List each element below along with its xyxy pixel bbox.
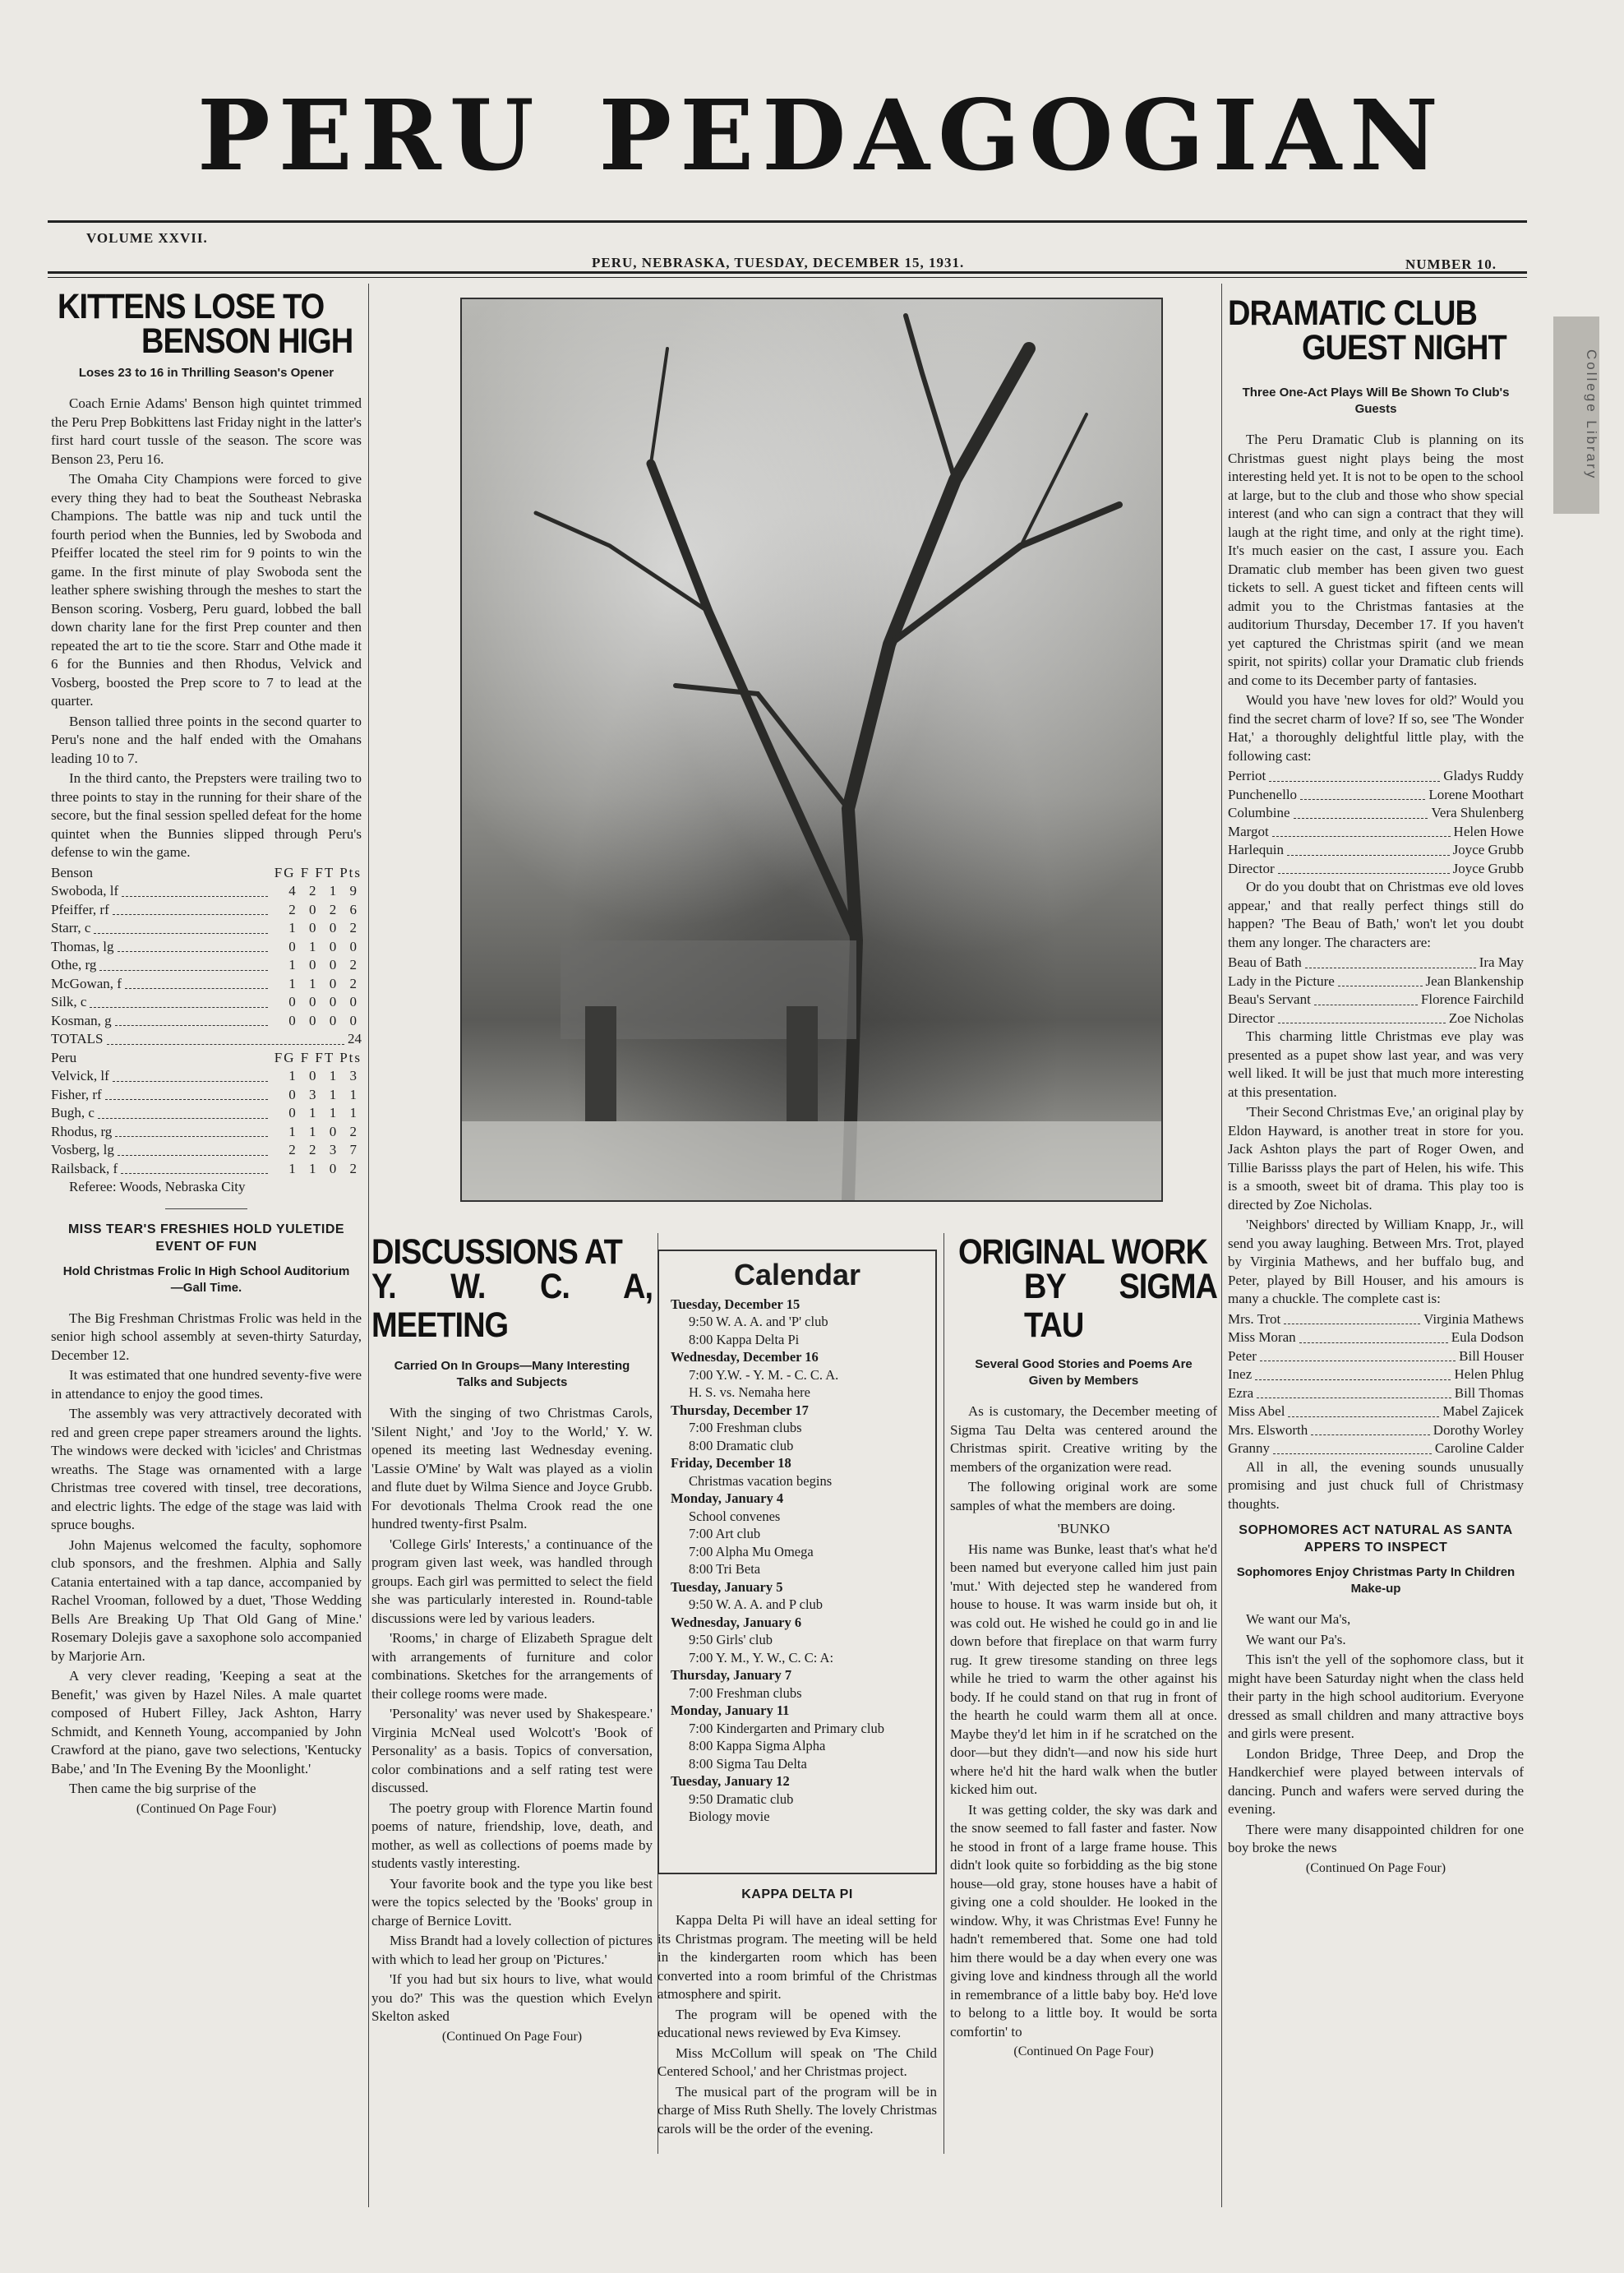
box-score-header-peru	[51, 1049, 362, 1068]
dramatic-article	[1228, 294, 1524, 1878]
sophomores-subhead: Sophomores Enjoy Christmas Party In Children Make-up	[1236, 1565, 1516, 1596]
calendar-event: 9:50 Girls' club	[689, 1632, 773, 1647]
calendar-list	[671, 1296, 924, 1826]
box-score-row	[51, 901, 362, 920]
dramatic-paragraph: 'Their Second Christmas Eve,' an original play by Eldon Hayward, is another treat in store for you. Jack Ashton plays the part of Roger Owen, and Tillie Barisss plays the part of Helen, his wife. This is a smooth, sweet bit of drama. This play too is directed by Zoe Nicholas.	[1228, 1104, 1524, 1213]
dramatic-subhead: Three One-Act Plays Will Be Shown To Club's Guests	[1242, 386, 1510, 416]
cast-actor: Jean Blankenship	[1425, 972, 1524, 989]
leader-dots	[121, 1173, 268, 1174]
calendar-day: Friday, December 18	[671, 1455, 791, 1471]
cast-role: Mrs. Elsworth	[1228, 1421, 1308, 1438]
ywca-paragraph: The poetry group with Florence Martin found poems of nature, friendship, love, death, and mother, as well as collections of poems made by students vastly interesting.	[371, 1799, 653, 1871]
cast-actor: Zoe Nicholas	[1448, 1009, 1524, 1026]
box-score-team: Peru	[51, 1049, 77, 1065]
ywca-paragraph: Miss Brandt had a lovely collection of pictures with which to lead her group on 'Pictures.'	[371, 1933, 653, 1967]
player-stats: 0 0 0 0	[288, 994, 362, 1009]
cast-row	[1228, 1328, 1524, 1347]
cast-role: Beau's Servant	[1228, 991, 1311, 1007]
player-name: Thomas, lg	[51, 938, 114, 954]
story-paragraph: His name was Bunke, least that's what he'd been named but everyone called him just pain 'mut.' With dejected step he wandered from house to house. It was warm inside but oh, it was cold out. He wished he could go in and lie down before that fireplace on that warm furry rug. It grew tiresome standing on three legs while he tried to warm the other against his body. If he could stand on that rug in front of the hearth he could warm them all at once. Maybe they'd let him in if he scratched on the door—but they didn't—and now his side hurt where he'd hit the hard walk when the butler kicked him out.	[950, 1541, 1217, 1797]
kittens-paragraph: In the third canto, the Prepsters were trailing two to three points to stay in the running for their share of the secore, but the final session spelled defeat for the home quintet when the Bunnies slipped through Peru's defense to win the game.	[51, 770, 362, 860]
calendar-day: Wednesday, December 16	[671, 1349, 819, 1365]
cast-row	[1228, 823, 1524, 842]
cast-row	[1228, 841, 1524, 860]
player-stats: 2 0 2 6	[288, 901, 362, 917]
masthead-rule-thin	[48, 277, 1527, 278]
calendar-event: 9:50 W. A. A. and P club	[689, 1596, 824, 1612]
box-score-row	[51, 993, 362, 1012]
leader-dots	[122, 896, 268, 897]
player-stats: 4 2 1 9	[288, 883, 362, 899]
dramatic-paragraph: This charming little Christmas eve play was presented as a pupet show last year, and was very well liked. It will be just that much more interesting at this presentation.	[1228, 1028, 1524, 1100]
cast-actor: Joyce Grubb	[1452, 842, 1524, 857]
masthead-word-pedagogian: PEDAGOGIAN	[598, 78, 1446, 192]
dramatic-paragraph: All in all, the evening sounds unusually promising and just chuck full of Christmasy thoughts.	[1228, 1458, 1524, 1512]
freshies-subhead: Hold Christmas Frolic In High School Auditorium—Gall Time.	[62, 1264, 350, 1295]
cast-role: Peter	[1228, 1347, 1257, 1364]
leader-dots	[115, 1136, 268, 1137]
cast-role: Margot	[1228, 823, 1269, 839]
calendar-day: Tuesday, December 15	[671, 1296, 800, 1312]
player-stats: 0 1 0 0	[288, 938, 362, 954]
cast-role: Inez	[1228, 1366, 1253, 1382]
player-name: Kosman, g	[51, 1012, 112, 1028]
calendar-day: Tuesday, January 5	[671, 1578, 783, 1595]
leader-dots	[1278, 873, 1450, 874]
cast-role: Harlequin	[1228, 842, 1284, 857]
player-stats: 0 0 0 0	[288, 1012, 362, 1028]
player-stats: 2 2 3 7	[288, 1142, 362, 1157]
leader-dots	[1300, 799, 1425, 800]
story-paragraph: It was getting colder, the sky was dark and the snow seemed to fall faster and faster. Now he stood in front of a large frame house. This didn't look quite so forbidding as the big stone house—old gray, stone houses have a habit of giving one a cold shoulder. He looked in the window. Why, it was Christmas Eve! Funny he hadn't remembered that. Some one had told him there would be a day when every one was giving love and kindness through all the world in remembrance of a little baby boy. He'd love to belong to a little boy. It would be sorta comfortin' to	[950, 1801, 1217, 2040]
story-title: 'BUNKO	[1057, 1521, 1110, 1536]
kittens-headline-line2: BENSON HIGH	[141, 322, 353, 362]
calendar-event: 7:00 Y.W. - Y. M. - C. C. A.	[689, 1366, 839, 1383]
sophomores-paragraph: We want our Pa's.	[1246, 1631, 1346, 1647]
kittens-headline-line1: KITTENS LOSE TO	[58, 288, 325, 327]
sigmatau-paragraph: As is customary, the December meeting of Sigma Tau Delta was centered around the Christmas spirit. Creative writing by the members of the organization were read.	[950, 1403, 1217, 1475]
calendar-event: 7:00 Alpha Mu Omega	[689, 1543, 814, 1559]
cast-actor: Bill Houser	[1459, 1347, 1524, 1364]
divider	[165, 1208, 247, 1209]
player-name: Vosberg, lg	[51, 1142, 114, 1157]
box-score-team: Benson	[51, 864, 93, 880]
cast-actor: Helen Phlug	[1454, 1366, 1524, 1382]
box-score-row	[51, 956, 362, 975]
box-score-peru	[51, 1067, 362, 1178]
cast-actor: Florence Fairchild	[1420, 991, 1524, 1007]
freshies-headline: MISS TEAR'S FRESHIES HOLD YULETIDE EVENT OF FUN	[67, 1222, 345, 1254]
calendar-event: Biology movie	[689, 1809, 770, 1824]
cast-actor: Eula Dodson	[1451, 1329, 1524, 1345]
ywca-subhead: Carried On In Groups—Many Interesting Talks and Subjects	[394, 1359, 630, 1389]
freshies-paragraph: A very clever reading, 'Keeping a seat at the Benefit,' was given by Hazel Niles. A male quartet composed of Hubert Filley, Jack Ashton, Harry Schmidt, and Kenneth Young, accompanied by John Crawford at the piano, gave two selections, 'Kentucky Babe,' and 'In The Evening By the Moonlight.'	[51, 1668, 362, 1776]
cast-actor: Gladys Ruddy	[1443, 768, 1524, 783]
sigmatau-subhead: Several Good Stories and Poems Are Given by Members	[975, 1357, 1193, 1388]
player-stats: 0 3 1 1	[288, 1086, 362, 1102]
leader-dots	[1311, 1434, 1430, 1435]
box-score-row	[51, 1012, 362, 1031]
player-name: Bugh, c	[51, 1105, 95, 1120]
player-name: Othe, rg	[51, 957, 97, 972]
masthead-rule-top	[48, 220, 1527, 223]
calendar-event: 8:00 Sigma Tau Delta	[689, 1755, 807, 1772]
leader-dots	[1272, 836, 1451, 837]
calendar-event: School convenes	[689, 1508, 781, 1524]
calendar-day: Monday, January 11	[671, 1702, 790, 1718]
leader-dots	[1273, 1453, 1432, 1454]
kittens-paragraph: The Omaha City Champions were forced to give every thing they had to beat the Southeast Nebraska Champions. The battle was nip and tuck until the fourth period when the Bunnies, led by Swoboda and Pfeiffer located the steel rim for 9 points to win the game. In the first minute of play Swoboda sent the leather sphere swishing through the meshes to start the Benson scoring. Vosberg, Peru guard, lobbed the ball down charity lane for the first Prep counter and then repeated the art to tie the score. Starr and Othe made it 6 for the Bunnies and then Rhodus, Velvick and Vosberg, boosted the Prep score to 7 to lead at the quarter.	[51, 471, 362, 709]
ywca-paragraph: 'Personality' was never used by Shakespeare.' Virginia McNeal used Wolcott's 'Book of Personality' as a basis. Topics of conversation, color combinations and a self rating test were discussed.	[371, 1706, 653, 1795]
kappa-paragraph: Miss McCollum will speak on 'The Child Centered School,' and her Christmas project.	[657, 2044, 937, 2079]
player-stats: 1 1 0 2	[288, 1160, 362, 1176]
player-name: Pfeiffer, rf	[51, 901, 109, 917]
ywca-paragraph: 'If you had but six hours to live, what would you do?' This was the question which Evelyn Skelton asked	[371, 1971, 653, 2024]
kappa-headline: KAPPA DELTA PI	[741, 1887, 853, 1901]
kappa-article	[657, 1883, 937, 2140]
cast-actor: Vera Shulenberg	[1431, 805, 1524, 820]
leader-dots	[1255, 1379, 1451, 1380]
player-stats: 1 1 0 2	[288, 1123, 362, 1139]
cast-row	[1228, 1347, 1524, 1366]
snowy-campus-photo	[460, 298, 1163, 1202]
cast-row	[1228, 767, 1524, 786]
cast-row	[1228, 804, 1524, 823]
box-score-row	[51, 1160, 362, 1179]
box-score-columns: FG F FT Pts	[274, 864, 362, 880]
wonder-hat-cast	[1228, 767, 1524, 878]
ywca-paragraph: 'Rooms,' in charge of Elizabeth Sprague delt with arrangements of furniture and color combinations. Sketches for the arrangements of their college rooms were made.	[371, 1630, 653, 1702]
leader-dots	[1299, 1342, 1448, 1343]
calendar-day: Thursday, December 17	[671, 1402, 809, 1418]
leader-dots	[1287, 855, 1450, 856]
column-rule-3	[943, 1233, 944, 2154]
column-rule-4	[1221, 284, 1222, 2207]
box-score-totals-label: TOTALS	[51, 1031, 104, 1046]
cast-role: Granny	[1228, 1440, 1270, 1456]
cast-row	[1228, 1384, 1524, 1403]
cast-role: Columbine	[1228, 805, 1290, 820]
cast-role: Lady in the Picture	[1228, 972, 1335, 989]
player-name: Starr, c	[51, 920, 91, 936]
calendar-event: 8:00 Kappa Sigma Alpha	[689, 1738, 826, 1753]
cast-role: Punchenello	[1228, 786, 1298, 802]
cast-row	[1228, 1439, 1524, 1458]
library-stamp: College Library	[1553, 316, 1599, 514]
ywca-headline-line1: DISCUSSIONS AT	[371, 1233, 622, 1273]
freshies-paragraph: Then came the big surprise of the	[69, 1781, 256, 1796]
kittens-paragraph: Benson tallied three points in the second quarter to Peru's none and the half ended with the Omahans leading 10 to 7.	[51, 713, 362, 766]
sigmatau-continued: (Continued On Page Four)	[1013, 2044, 1154, 2058]
leader-dots	[113, 1081, 268, 1082]
dramatic-paragraph: Or do you doubt that on Christmas eve old loves appear,' and that really perfect things still do happen? 'The Beau of Bath,' won't let you doubt them any longer. The characters are:	[1228, 879, 1524, 950]
sophomores-paragraph: There were many disappointed children for one boy broke the news	[1228, 1821, 1524, 1855]
calendar-event: 9:50 W. A. A. and 'P' club	[689, 1314, 828, 1329]
freshies-paragraph: The assembly was very attractively decorated with red and green crepe paper streamers around the lights. The windows were decked with 'icicles' and Christmas wreaths. The Stage was ornamented with a large Christmas tree covered with tinsel, tree decorations, and electric lights. The edge of the stage was laid with spruce boughs.	[51, 1406, 362, 1532]
box-score-totals-value: 24	[348, 1031, 362, 1046]
freshies-continued: (Continued On Page Four)	[136, 1801, 277, 1816]
box-score-totals	[51, 1030, 362, 1049]
player-stats: 1 0 1 3	[288, 1068, 362, 1083]
cast-actor: Mabel Zajicek	[1442, 1403, 1524, 1419]
box-score-row	[51, 1067, 362, 1086]
ywca-paragraph: With the singing of two Christmas Carols, 'Silent Night,' and 'Joy to the World,' Y. W. opened its meeting last Wednesday evening. 'Lassie O'Mine' by Walt was played as a violin and flute duet by Wilma Sience and Joyce Grubb. For devotionals Thelma Crook read the one hundred twenty-first Psalm.	[371, 1405, 653, 1532]
sophomores-continued: (Continued On Page Four)	[1305, 1860, 1446, 1875]
cast-actor: Virginia Mathews	[1423, 1310, 1524, 1327]
box-score-row	[51, 1086, 362, 1105]
calendar-event: H. S. vs. Nemaha here	[689, 1384, 811, 1400]
leader-dots	[125, 988, 268, 989]
player-name: McGowan, f	[51, 975, 122, 991]
box-score-row	[51, 1141, 362, 1160]
freshies-paragraph: The Big Freshman Christmas Frolic was held in the senior high school assembly at seven-thirty Saturday, December 12.	[51, 1310, 362, 1363]
kittens-article	[51, 288, 362, 1818]
leader-dots	[115, 1025, 268, 1026]
leader-dots	[113, 914, 268, 915]
cast-role: Director	[1228, 1009, 1275, 1026]
leader-dots	[1294, 818, 1428, 819]
leader-dots	[1269, 781, 1440, 782]
cast-row	[1228, 786, 1524, 805]
box-score-row	[51, 919, 362, 938]
calendar-event: Christmas vacation begins	[689, 1472, 833, 1489]
leader-dots	[94, 933, 268, 934]
calendar-event: 8:00 Dramatic club	[689, 1437, 794, 1453]
player-name: Fisher, rf	[51, 1086, 102, 1102]
dateline-place-date: PERU, NEBRASKA, TUESDAY, DECEMBER 15, 1931.	[592, 255, 965, 270]
ywca-headline-line2: Y. W. C. A, MEETING	[371, 1268, 653, 1346]
volume-label: VOLUME XXVII.	[86, 230, 208, 246]
player-stats: 1 0 0 2	[288, 957, 362, 972]
sigmatau-article	[950, 1233, 1217, 2062]
cast-row	[1228, 1009, 1524, 1028]
player-name: Swoboda, lf	[51, 883, 119, 899]
cast-row	[1228, 972, 1524, 991]
box-score-row	[51, 975, 362, 994]
sophomores-paragraph: This isn't the yell of the sophomore class, but it might have been Saturday night when the class held their party in the high school auditorium. Everyone dressed as small children and many attractive boys and girls were present.	[1228, 1652, 1524, 1741]
kittens-subhead: Loses 23 to 16 in Thrilling Season's Opener	[78, 366, 334, 380]
cast-row	[1228, 1310, 1524, 1329]
box-score-columns: FG F FT Pts	[274, 1049, 362, 1065]
calendar-event: 8:00 Kappa Delta Pi	[689, 1331, 800, 1347]
box-score-row	[51, 882, 362, 901]
column-rule-1	[368, 284, 369, 2207]
box-score-header-benson	[51, 864, 362, 883]
calendar-day: Tuesday, January 12	[671, 1773, 790, 1789]
freshies-paragraph: John Majenus welcomed the faculty, sophomore club sponsors, and the freshmen. Alphia and Sally Catania entertained with a tap dance, accompanied by Rachel Vrooman, followed by a duet, 'Those Wedding Bells Are Breaking Up That Old Gang of Mine.' Rosemary Dolejis gave a saxophone solo accompanied by Marjorie Arn.	[51, 1536, 362, 1664]
cast-role: Ezra	[1228, 1384, 1254, 1401]
cast-role: Miss Abel	[1228, 1403, 1285, 1419]
box-score-row	[51, 938, 362, 957]
dramatic-headline-line1: DRAMATIC CLUB	[1228, 294, 1477, 334]
ywca-paragraph: 'College Girls' Interests,' a continuance of the program given last week, was handled through groups. Each girl was permitted to select the field she was particularly interested in. Round-table discussions were led by various leaders.	[371, 1536, 653, 1626]
kittens-paragraph: Coach Ernie Adams' Benson high quintet trimmed the Peru Prep Bobkittens last Friday night in the latter's first hard court tussle of the season. The score was Benson 23, Peru 16.	[51, 395, 362, 467]
ywca-article	[371, 1233, 653, 2046]
cast-row	[1228, 1421, 1524, 1440]
calendar-event: 7:00 Kindergarten and Primary club	[689, 1720, 884, 1736]
dramatic-paragraph: 'Neighbors' directed by William Knapp, Jr., will send you away laughing. Between Mrs. Trot, played by Virginia Mathews, and her buffalo bug, and Peter, played by Bill Houser, and his amours is many a chuckle. The complete cast is:	[1228, 1217, 1524, 1306]
leader-dots	[1288, 1416, 1439, 1417]
calendar-event: 9:50 Dramatic club	[689, 1790, 794, 1807]
calendar-event: 8:00 Tri Beta	[689, 1561, 761, 1577]
cast-actor: Dorothy Worley	[1433, 1421, 1524, 1438]
masthead	[197, 78, 1446, 192]
cast-role: Director	[1228, 860, 1275, 876]
sigmatau-headline-line1: ORIGINAL WORK	[958, 1233, 1207, 1273]
leader-dots	[118, 951, 269, 952]
player-stats: 1 0 0 2	[288, 920, 362, 936]
sophomores-paragraph: London Bridge, Three Deep, and Drop the Handkerchief were played between intervals of dancing. Punch and wafers were served during the evening.	[1228, 1745, 1524, 1817]
sophomores-paragraph: We want our Ma's,	[1246, 1611, 1351, 1627]
calendar-event: 7:00 Freshman clubs	[689, 1420, 802, 1435]
cast-row	[1228, 954, 1524, 972]
calendar-day: Thursday, January 7	[671, 1667, 792, 1683]
dramatic-paragraph: Would you have 'new loves for old?' Would you find the secret charm of love? If so, see 'The Wonder Hat,' a thoroughly delightful little play, with the following cast:	[1228, 692, 1524, 764]
calendar-day: Monday, January 4	[671, 1490, 784, 1506]
player-name: Railsback, f	[51, 1160, 118, 1176]
issue-number: NUMBER 10.	[1405, 256, 1497, 272]
leader-dots	[98, 1118, 268, 1119]
sigmatau-headline-line2: BY SIGMA TAU	[1024, 1268, 1217, 1346]
cast-actor: Joyce Grubb	[1452, 860, 1524, 876]
cast-actor: Lorene Moothart	[1428, 786, 1524, 802]
kappa-paragraph: The program will be opened with the educational news reviewed by Eva Kimsey.	[657, 2006, 937, 2040]
cast-actor: Caroline Calder	[1434, 1440, 1524, 1456]
leader-dots	[99, 970, 268, 971]
player-name: Silk, c	[51, 994, 87, 1009]
tree-illustration	[462, 299, 1161, 1200]
leader-dots	[90, 1007, 268, 1008]
freshies-paragraph: It was estimated that one hundred seventy-five were in attendance to enjoy the good times.	[51, 1367, 362, 1402]
neighbors-cast	[1228, 1310, 1524, 1458]
cast-row	[1228, 1402, 1524, 1421]
masthead-word-peru: PERU	[197, 78, 542, 192]
cast-role: Mrs. Trot	[1228, 1310, 1281, 1327]
calendar-day: Wednesday, January 6	[671, 1614, 802, 1630]
calendar-event: 7:00 Freshman clubs	[689, 1684, 802, 1701]
box-score-row	[51, 1104, 362, 1123]
dramatic-headline-line2: GUEST NIGHT	[1302, 329, 1506, 368]
calendar-event: 7:00 Y. M., Y. W., C. C: A:	[689, 1649, 834, 1665]
box-score-row	[51, 1123, 362, 1142]
dramatic-paragraph: The Peru Dramatic Club is planning on its Christmas guest night plays being the most interesting held yet. It is not to be open to the school at large, but to the club and those who show special interest (and who can sign a contract that they will laugh at the right time, and only at the right time). It's much easier on the cast, I assure you. Each Dramatic club member has been given two guest tickets to sell. A guest ticket and fifteen cents will admit you to the Christmas fantasies at the auditorium Thursday, December 17. If you haven't yet captured the Christmas spirit (and we mean spirit, not spirits) collar your Dramatic club friends and come to its December party of fantasies.	[1228, 432, 1524, 688]
kappa-paragraph: The musical part of the program will be in charge of Miss Ruth Shelly. The lovely Christmas carols will be the order of the evening.	[657, 2083, 937, 2137]
cast-row	[1228, 1365, 1524, 1384]
ywca-paragraph: Your favorite book and the type you like best were the topics selected by the 'Books' group in charge of Bernice Lovitt.	[371, 1875, 653, 1929]
box-score-referee: Referee: Woods, Nebraska City	[69, 1179, 246, 1194]
player-name: Rhodus, rg	[51, 1123, 113, 1139]
calendar-box	[657, 1250, 937, 1874]
cast-row	[1228, 860, 1524, 879]
player-stats: 0 1 1 1	[288, 1105, 362, 1120]
leader-dots	[105, 1099, 268, 1100]
kappa-paragraph: Kappa Delta Pi will have an ideal setting for its Christmas program. The meeting will be held in the kindergarten room which has been converted into a room brimful of the Christmas atmosphere and spirit.	[657, 1912, 937, 2002]
beau-of-bath-cast	[1228, 954, 1524, 1028]
calendar-title: Calendar	[733, 1258, 861, 1291]
sigmatau-paragraph: The following original work are some samples of what the members are doing.	[950, 1479, 1217, 1513]
cast-row	[1228, 991, 1524, 1009]
sophomores-headline: SOPHOMORES ACT NATURAL AS SANTA APPERS TO INSPECT	[1239, 1523, 1513, 1555]
cast-role: Beau of Bath	[1228, 954, 1302, 970]
cast-role: Perriot	[1228, 768, 1266, 783]
masthead-rule-bottom	[48, 271, 1527, 274]
player-name: Velvick, lf	[51, 1068, 109, 1083]
calendar-event: 7:00 Art club	[689, 1526, 761, 1541]
cast-actor: Ira May	[1479, 954, 1524, 970]
box-score-benson	[51, 882, 362, 1030]
cast-actor: Bill Thomas	[1454, 1384, 1524, 1401]
cast-actor: Helen Howe	[1453, 823, 1524, 839]
cast-role: Miss Moran	[1228, 1329, 1296, 1345]
player-stats: 1 1 0 2	[288, 975, 362, 991]
ywca-continued: (Continued On Page Four)	[441, 2029, 583, 2044]
leader-dots	[118, 1155, 268, 1156]
